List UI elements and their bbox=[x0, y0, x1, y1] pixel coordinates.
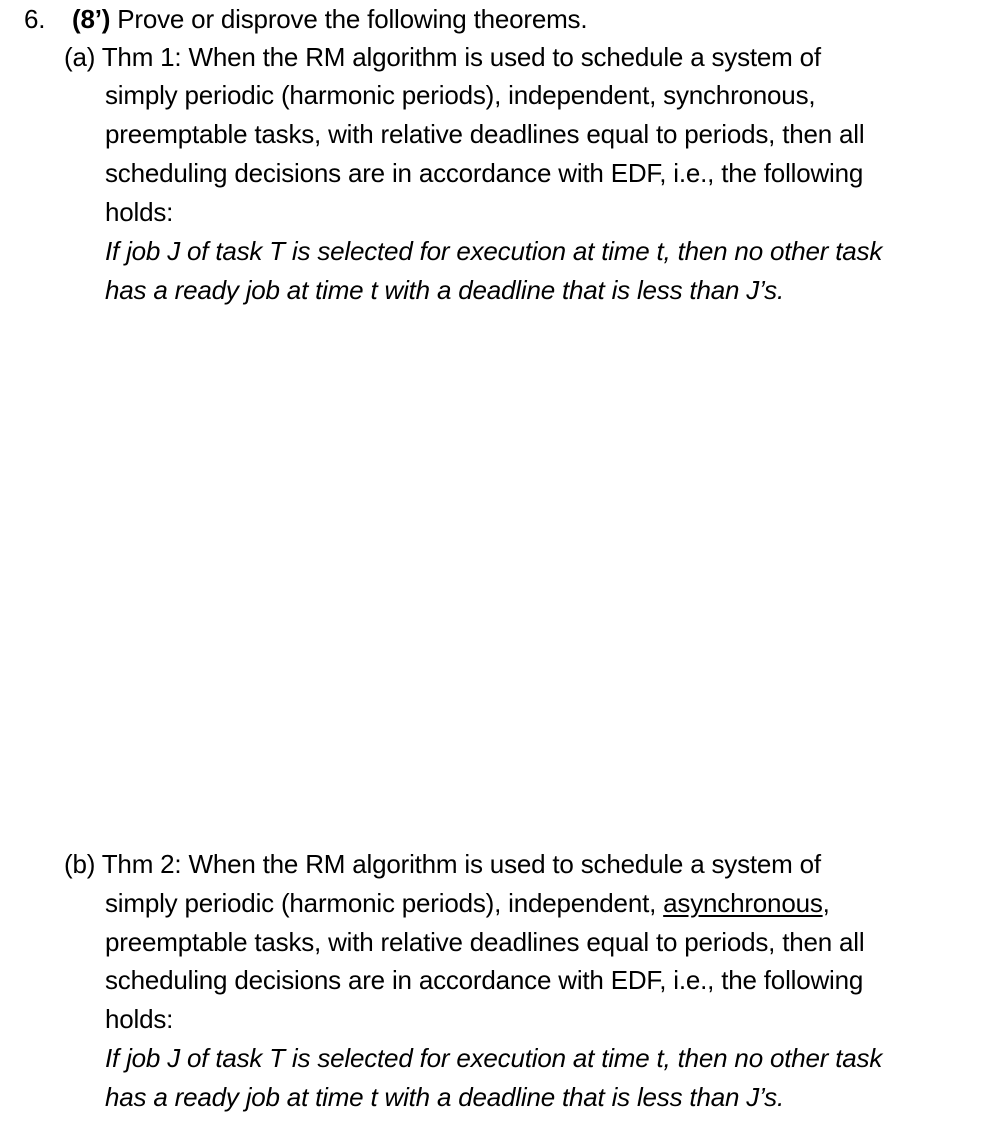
part-b-statement-line-1: If job J of task T is selected for execution at time t, then no other task bbox=[105, 1043, 883, 1073]
part-b-line-1 bbox=[64, 848, 821, 880]
question-number: 6. bbox=[24, 4, 46, 34]
question-points: (8’) bbox=[72, 4, 111, 34]
part-a-label: (a) bbox=[64, 42, 96, 72]
part-b-asynchronous-underlined: asynchronous bbox=[663, 888, 823, 918]
question-prompt: Prove or disprove the following theorems. bbox=[117, 4, 588, 34]
part-b-line-5: holds: bbox=[105, 1004, 174, 1034]
part-b-statement-line-2: has a ready job at time t with a deadline that is less than J’s. bbox=[105, 1082, 784, 1112]
part-b-line-2-prefix: simply periodic (harmonic periods), independent, bbox=[105, 888, 664, 918]
part-a-line-2: simply periodic (harmonic periods), independent, synchronous, bbox=[105, 80, 816, 110]
part-b-theorem-text: Thm 2: When the RM algorithm is used to schedule a system of bbox=[101, 849, 821, 879]
part-a-theorem-text: Thm 1: When the RM algorithm is used to schedule a system of bbox=[101, 42, 821, 72]
question-header bbox=[24, 3, 587, 35]
part-b-line-4: scheduling decisions are in accordance with EDF, i.e., the following bbox=[105, 965, 864, 995]
part-a-line-1 bbox=[64, 41, 821, 73]
part-b-line-3: preemptable tasks, with relative deadlines equal to periods, then all bbox=[105, 927, 865, 957]
part-a-statement-line-1: If job J of task T is selected for execution at time t, then no other task bbox=[105, 236, 883, 266]
part-a-line-4: scheduling decisions are in accordance with EDF, i.e., the following bbox=[105, 158, 864, 188]
part-a-line-3: preemptable tasks, with relative deadlines equal to periods, then all bbox=[105, 119, 865, 149]
part-a-line-5: holds: bbox=[105, 197, 174, 227]
part-a-statement-line-2: has a ready job at time t with a deadline that is less than J’s. bbox=[105, 275, 784, 305]
part-b-line-2-suffix: , bbox=[822, 888, 830, 918]
part-b-line-2 bbox=[105, 887, 830, 919]
part-b-label: (b) bbox=[64, 849, 96, 879]
